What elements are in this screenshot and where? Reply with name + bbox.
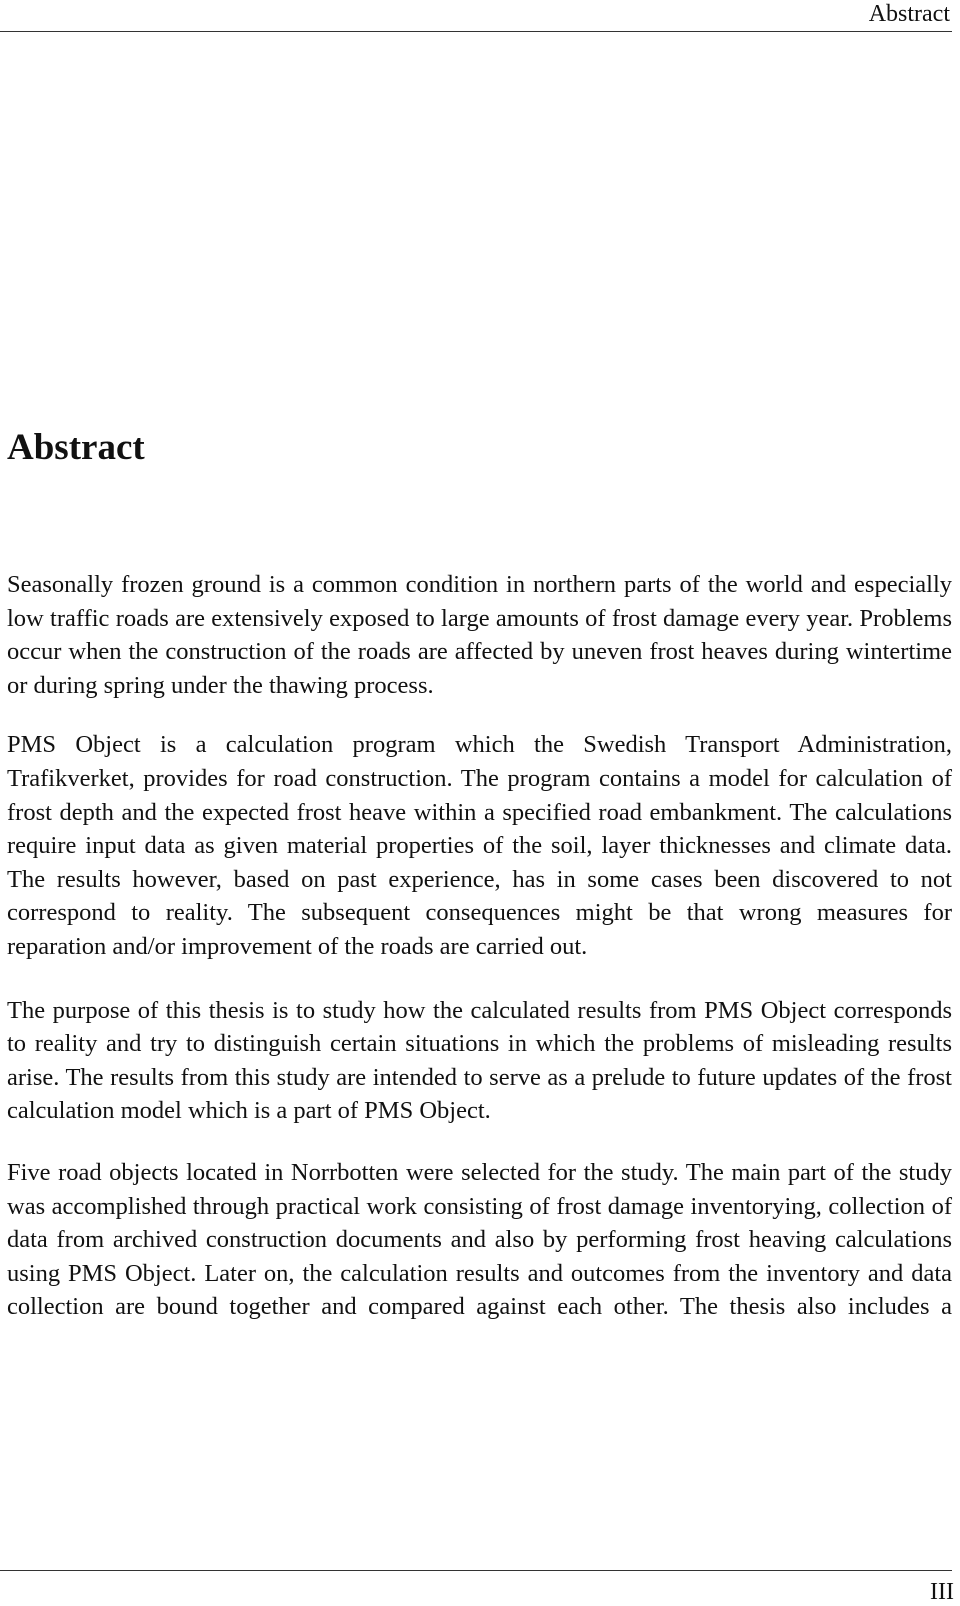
paragraph-4: Five road objects located in Norrbotten were selected for the study. The main part of the study was accomplished through practical work consisting of frost damage inventorying, collection of data from archived construction documents and also by performing frost heaving calculations using PMS Object. Later on, the calculation results and outcomes from the inventory and data collection are bound together and compared against each other. The thesis also includes a bbox=[7, 1158, 952, 1321]
page-title: Abstract bbox=[7, 427, 145, 468]
running-header bbox=[0, 0, 952, 32]
paragraph-2: PMS Object is a calculation program which the Swedish Transport Administration, Trafikverket, provides for road construction. The program contains a model for calculation of frost depth and the expected frost heave within a specified road embankment. The calculations require input data as given material properties of the soil, layer thicknesses and climate data. The results however, based on past experience, has in some cases been discovered to not correspond to reality. The subsequent consequences might be that wrong measures for reparation and/or improvement of the roads are carried out. bbox=[7, 731, 952, 960]
footer-rule bbox=[0, 1570, 952, 1571]
paragraph-1: Seasonally frozen ground is a common condition in northern parts of the world and especially low traffic roads are extensively exposed to large amounts of frost damage every year. Problems occur when the construction of the roads are affected by uneven frost heaves during wintertime or during spring under the thawing process. bbox=[7, 571, 952, 699]
page-number: III bbox=[930, 1579, 954, 1605]
paragraph-3: The purpose of this thesis is to study how the calculated results from PMS Object corresponds to reality and try to distinguish certain situations in which the problems of misleading results arise. The results from this study are intended to serve as a prelude to future updates of the frost calculation model which is a part of PMS Object. bbox=[7, 996, 952, 1125]
abstract-body bbox=[7, 568, 952, 1353]
running-header-title: Abstract bbox=[868, 1, 950, 27]
